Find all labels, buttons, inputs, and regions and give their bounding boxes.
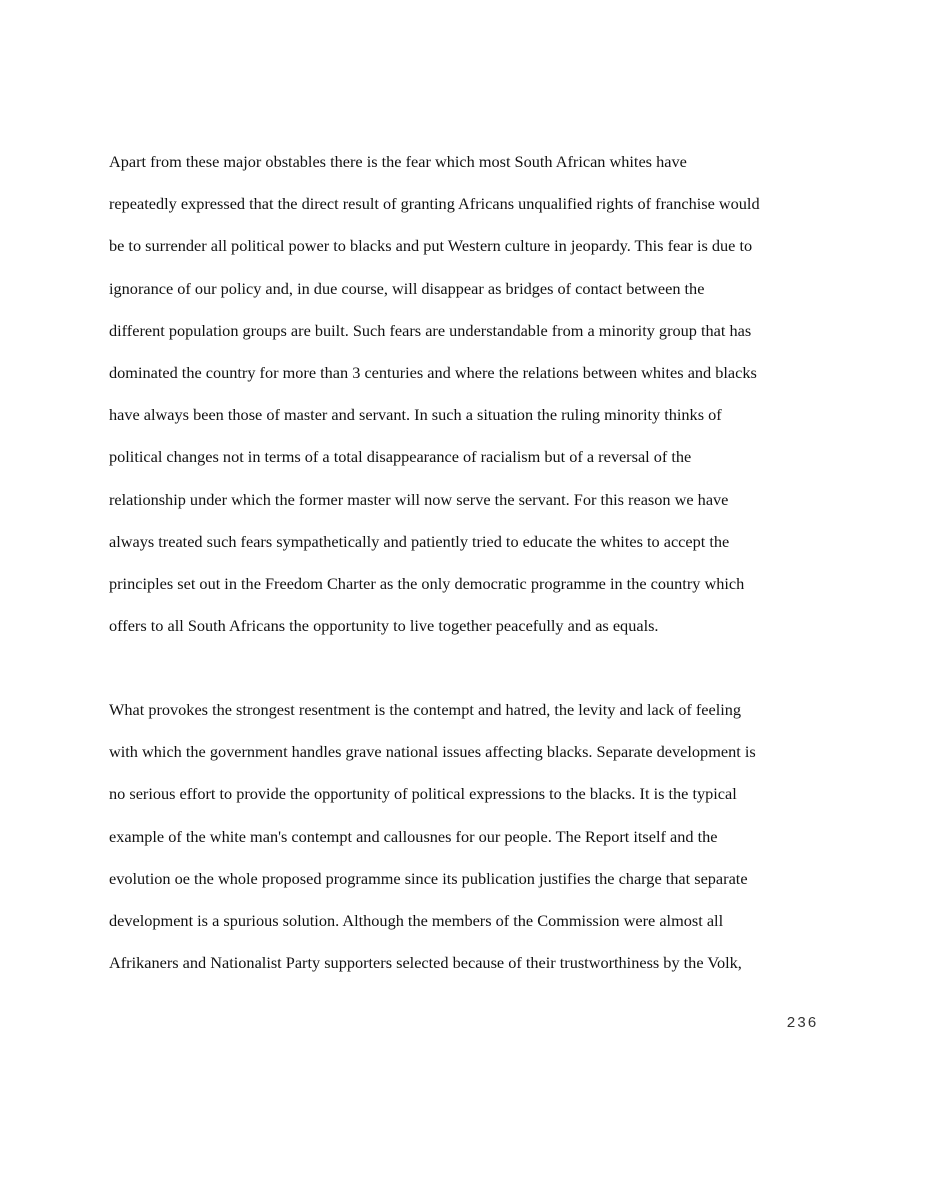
page-number: 236 (786, 1015, 818, 1032)
paragraph-line: offers to all South Africans the opportunity to live together peacefully and as equals. (109, 616, 659, 636)
paragraph-line: repeatedly expressed that the direct result of granting Africans unqualified rights of franchise would (109, 194, 760, 214)
paragraph-line: ignorance of our policy and, in due course, will disappear as bridges of contact between the (109, 278, 705, 298)
paragraph-line: be to surrender all political power to blacks and put Western culture in jeopardy. This fear is due to (109, 236, 753, 256)
paragraph-line: Apart from these major obstables there is the fear which most South African whites have (109, 152, 687, 171)
paragraph-line: evolution oe the whole proposed programme since its publication justifies the charge that separate (109, 868, 748, 888)
paragraph-line: dominated the country for more than 3 centuries and where the relations between whites and blacks (109, 362, 757, 382)
paragraph-line: example of the white man's contempt and callousnes for our people. The Report itself and the (109, 826, 718, 846)
paragraph-line: no serious effort to provide the opportunity of political expressions to the blacks. It is the typical (109, 784, 737, 804)
paragraph-line: relationship under which the former master will now serve the servant. For this reason we have (109, 489, 729, 509)
paragraph-line: development is a spurious solution. Although the members of the Commission were almost all (109, 910, 724, 930)
paragraph-1 (109, 150, 760, 656)
paragraph-line: Afrikaners and Nationalist Party supporters selected because of their trustworthiness by the Volk, (109, 953, 742, 973)
paragraph-line: political changes not in terms of a total disappearance of racialism but of a reversal of the (109, 447, 692, 467)
paragraph-line: What provokes the strongest resentment is the contempt and hatred, the levity and lack of feeling (109, 700, 742, 719)
paragraph-line: always treated such fears sympathetically and patiently tried to educate the whites to accept the (109, 531, 730, 551)
paragraph-line: have always been those of master and servant. In such a situation the ruling minority thinks of (109, 405, 722, 425)
paragraph-line: principles set out in the Freedom Charter as the only democratic programme in the country which (109, 573, 745, 593)
paragraph-line: different population groups are built. Such fears are understandable from a minority group that has (109, 320, 752, 340)
paragraph-line: with which the government handles grave national issues affecting blacks. Separate development is (109, 742, 756, 762)
paragraph-2 (109, 698, 756, 993)
